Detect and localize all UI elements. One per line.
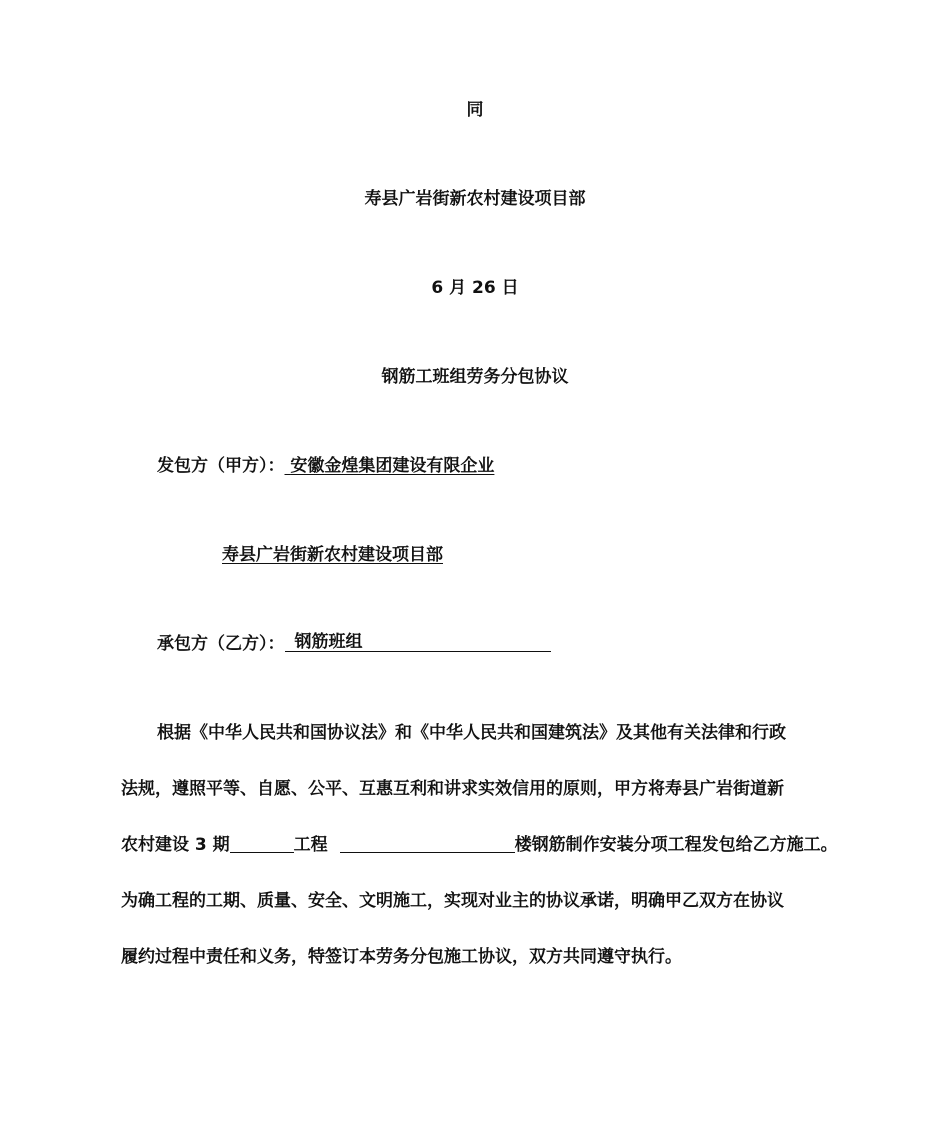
party-a-department: 寿县广岩街新农村建设项目部 (222, 545, 443, 565)
party-b-name: 钢筋班组 (294, 632, 363, 652)
agreement-title: 钢筋工班组劳务分包协议 (381, 367, 569, 387)
body-line-3: 农村建设 3 期 工程 楼钢筋制作安装分项工程发包给乙方施工。 (121, 835, 838, 855)
party-b-line (157, 633, 551, 655)
party-a-line (157, 455, 494, 477)
phase-blank (230, 834, 294, 853)
cover-date: 6 月 26 日 (431, 278, 519, 298)
body-line-5: 履约过程中责任和义务，特签订本劳务分包施工协议，双方共同遵守执行。 (121, 947, 682, 967)
body-line-2: 法规，遵照平等、自愿、公平、互惠互利和讲求实效信用的原则，甲方将寿县广岩街道新 (121, 779, 784, 799)
party-b-label: 承包方（乙方）： (157, 634, 285, 654)
body-line-1: 根据《中华人民共和国协议法》和《中华人民共和国建筑法》及其他有关法律和行政 (157, 723, 786, 743)
party-a-label: 发包方（甲方）： (157, 456, 285, 476)
party-b-name-field (285, 633, 551, 652)
cover-department: 寿县广岩街新农村建设项目部 (364, 189, 586, 209)
party-a-name: 安徽金煌集团建设有限企业 (290, 456, 495, 476)
body-line-4: 为确工程的工期、质量、安全、文明施工，实现对业主的协议承诺，明确甲乙双方在协议 (121, 891, 784, 911)
building-blank (340, 834, 515, 853)
cover-title-char: 同 (466, 100, 484, 120)
